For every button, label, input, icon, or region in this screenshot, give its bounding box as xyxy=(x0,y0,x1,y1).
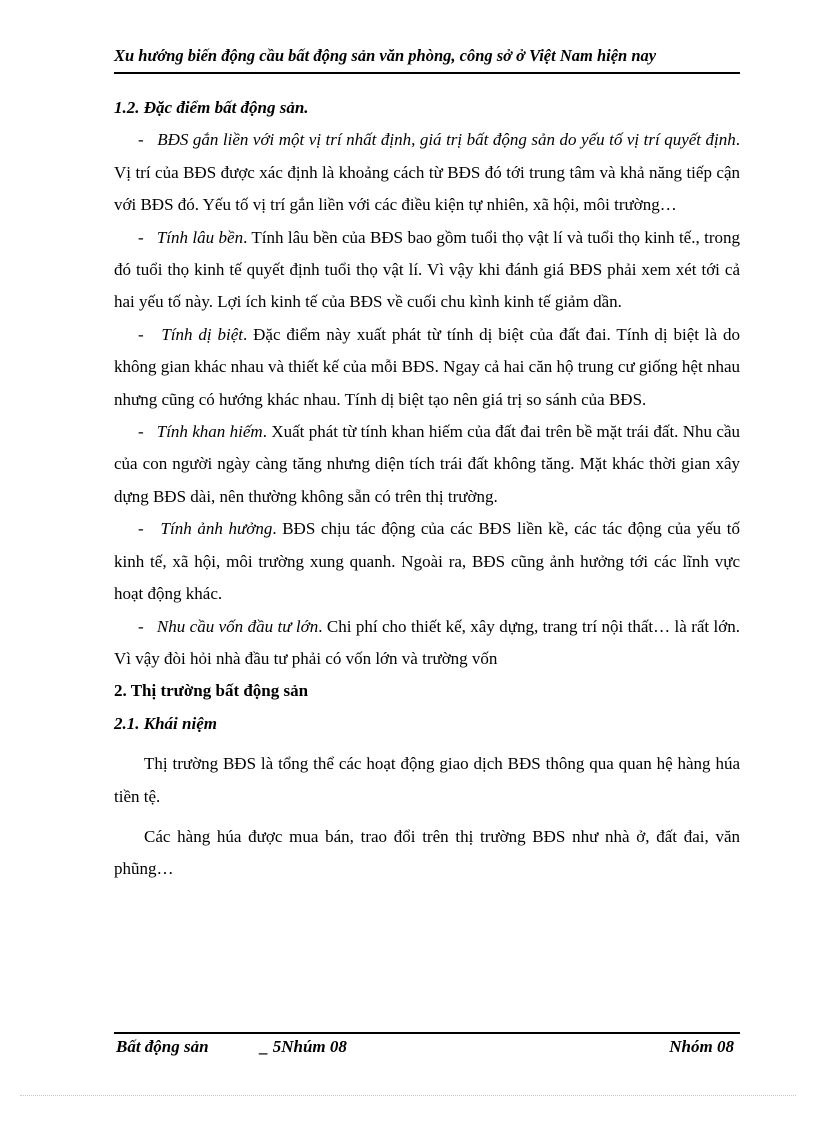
running-header: Xu hướng biến động cầu bất động sản văn phòng, công sở ở Việt Nam hiện nay xyxy=(114,46,657,65)
bullet-item xyxy=(114,222,740,319)
bullet-text: . Chi phí cho thiết kế, xây dựng, trang trí nội thất… là rất lớn. Vì vậy đòi hỏi nhà đầu tư phải có vốn lớn và trường vốn xyxy=(114,616,741,668)
bullet-lead: Tính ảnh hưởng xyxy=(160,519,273,539)
bullet-item xyxy=(114,124,740,221)
bullet-text: . Tính lâu bền của BĐS bao gồm tuổi thọ vật lí và tuổi thọ kinh tế., trong đó tuổi thọ kinh tế quyết định tuổi thọ vật lí. Vì vậy khi đánh giá BĐS phải xem xét tới cả hai yếu tố này. Lợi ích kinh tế của BĐS về cuối chu kình kinh tế giảm dần. xyxy=(114,227,740,312)
page-edge-dotted-line xyxy=(20,1095,796,1096)
bullet-dash: - xyxy=(138,130,144,150)
bullet-text: . Xuất phát từ tính khan hiếm của đất đai trên bề mặt trái đất. Nhu cầu của con người ngày càng tăng nhưng diện tích trái đất không tăng. Mặt khác thời gian xây dựng BĐS dài, nên thường không sẵn có trên thị trường. xyxy=(114,422,740,506)
bullet-dash: - xyxy=(138,616,144,636)
bullet-lead: Tính dị biệt xyxy=(161,324,243,344)
bullet-lead: Nhu cầu vốn đầu tư lớn xyxy=(156,616,319,636)
section-heading-2: 2. Thị trường bất động sản xyxy=(114,681,309,701)
bullet-item xyxy=(114,611,740,676)
bullet-dash: - xyxy=(138,519,144,539)
header-rule xyxy=(114,72,740,74)
bullet-text: . Đặc điểm này xuất phát từ tính dị biệt của đất đai. Tính dị biệt là do không gian khác nhau và thiết kế của mỗi BĐS. Ngay cả hai căn hộ trung cư giống hệt nhau nhưng cũng có hướng khác nhau. Tính dị biệt tạo nên giá trị so sánh của BĐS. xyxy=(114,324,740,409)
footer-page-number: _ 5Nhúm 08 xyxy=(260,1037,347,1056)
body-paragraph: Các hàng húa được mua bán, trao đổi trên thị trường BĐS như nhà ở, đất đai, văn phũng… xyxy=(114,826,740,879)
body-paragraph: Thị trường BĐS là tổng thể các hoạt động giao dịch BĐS thông qua quan hệ hàng húa tiền tệ. xyxy=(114,754,740,806)
bullet-item xyxy=(114,319,740,416)
bullet-lead: BĐS gắn liền với một vị trí nhất định, giá trị bất động sản do yếu tố vị trí quyết định xyxy=(157,130,736,150)
section-heading-2-1: 2.1. Khái niệm xyxy=(114,713,217,733)
bullet-lead: Tính lâu bền xyxy=(156,227,244,247)
bullet-dash: - xyxy=(138,227,144,247)
bullet-dash: - xyxy=(138,422,144,442)
bullet-item xyxy=(114,416,740,513)
section-heading-1-2: 1.2. Đặc điểm bất động sản. xyxy=(114,98,309,117)
footer-rule xyxy=(114,1032,740,1034)
bullet-dash: - xyxy=(138,324,144,344)
document-body xyxy=(114,92,740,886)
bullet-lead: Tính khan hiếm xyxy=(156,422,263,442)
footer-left-text: Bất động sản xyxy=(116,1037,209,1056)
footer-right-text: Nhóm 08 xyxy=(669,1037,734,1056)
bullet-item xyxy=(114,513,740,610)
bullet-text: . Vị trí của BĐS được xác định là khoảng cách từ BĐS đó tới trung tâm và khả năng tiếp cận với BĐS đó. Yếu tố vị trí gắn liền với các điều kiện tự nhiên, xã hội, môi trường… xyxy=(114,130,741,215)
bullet-text: . BĐS chịu tác động của các BĐS liền kề, các tác động của yếu tố kinh tế, xã hội, môi trường xung quanh. Ngoài ra, BĐS cũng ảnh hưởng tới các lĩnh vực hoạt động khác. xyxy=(114,519,740,604)
